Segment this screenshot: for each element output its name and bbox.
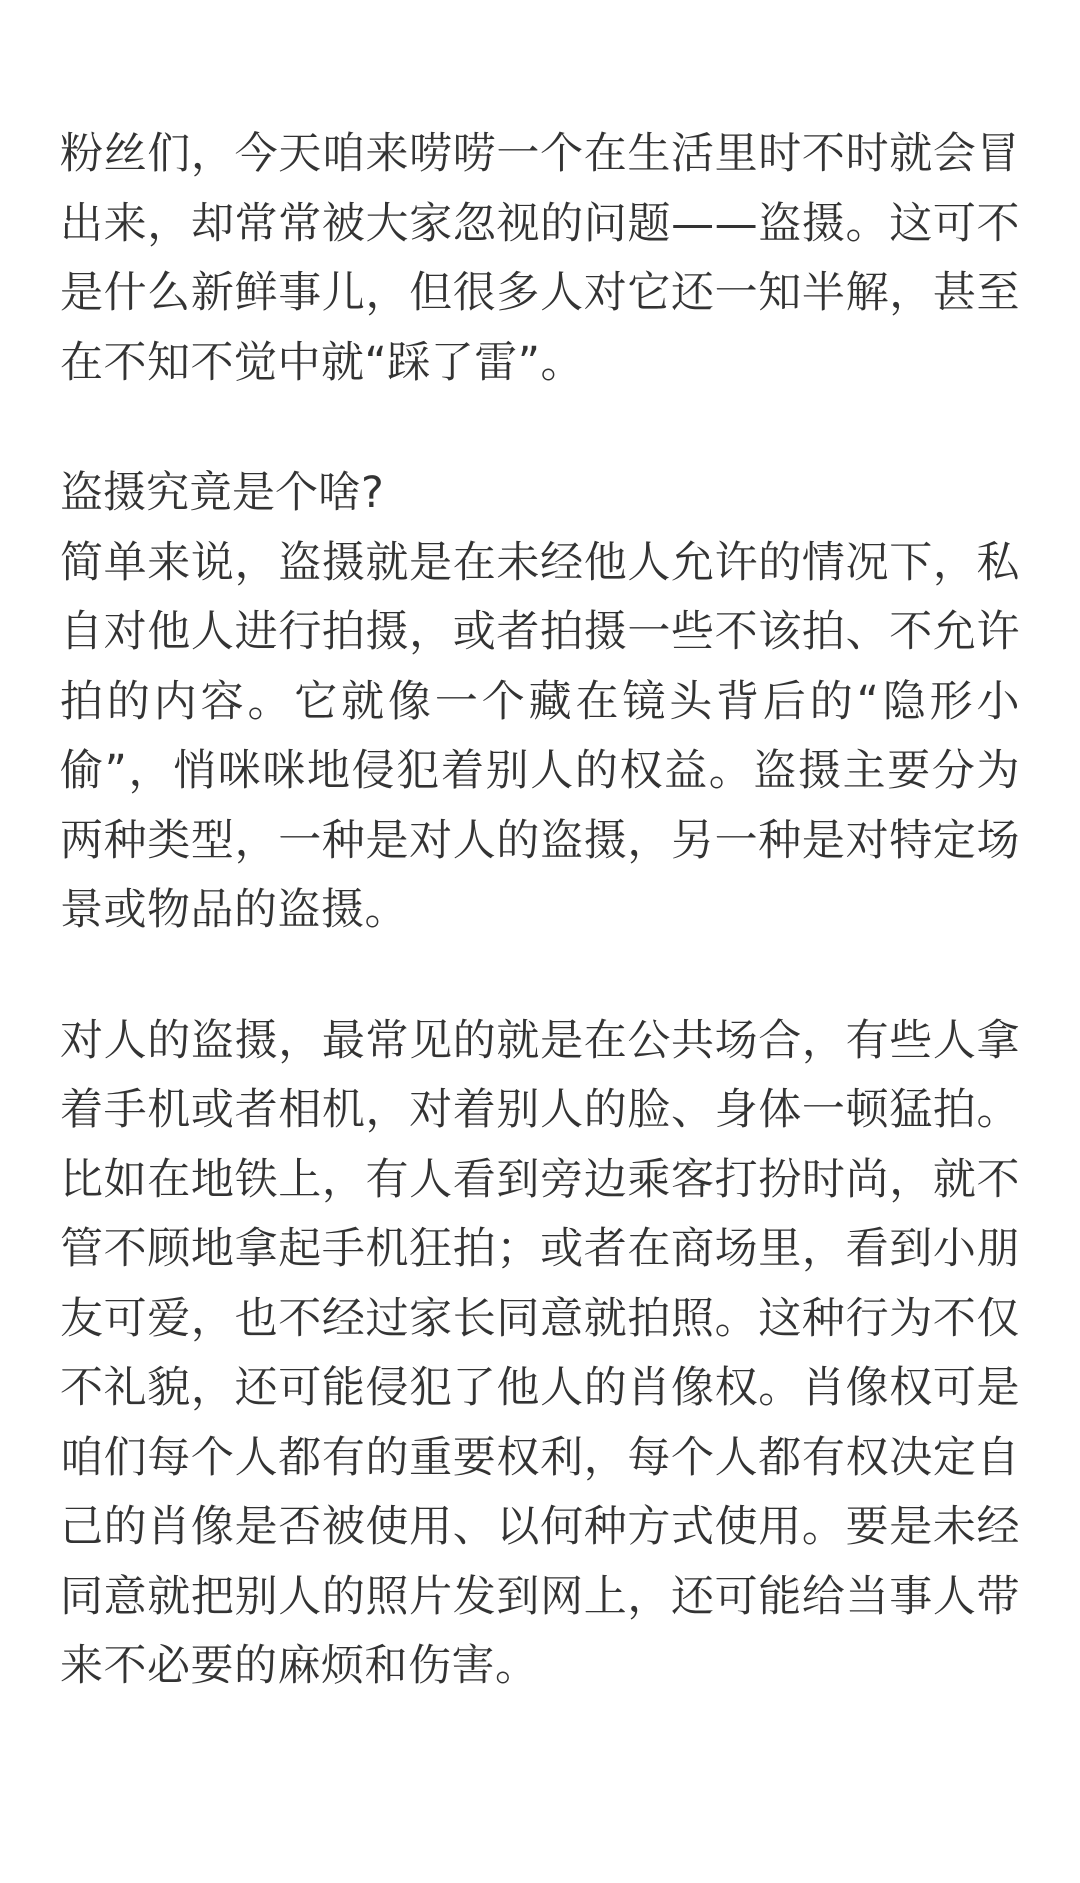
section-heading: 盗摄究竟是个啥? [60, 468, 384, 518]
definition-paragraph: 简单来说，盗摄就是在未经他人允许的情况下，私自对他人进行拍摄，或者拍摄一些不该拍、不允许拍的内容。它就像一个藏在镜头背后的“隐形小偷”，悄咪咪地侵犯着别人的权益。盗摄主要分为两种类型，一种是对人的盗摄，另一种是对特定场景或物品的盗摄。 [60, 537, 1020, 935]
example-paragraph: 对人的盗摄，最常见的就是在公共场合，有些人拿着手机或者相机，对着别人的脸、身体一顿猛拍。比如在地铁上，有人看到旁边乘客打扮时尚，就不管不顾地拿起手机狂拍；或者在商场里，看到小朋友可爱，也不经过家长同意就拍照。这种行为不仅不礼貌，还可能侵犯了他人的肖像权。肖像权可是咱们每个人都有的重要权利，每个人都有权决定自己的肖像是否被使用、以何种方式使用。要是未经同意就把别人的照片发到网上，还可能给当事人带来不必要的麻烦和伤害。 [60, 1015, 1020, 1691]
article-body [60, 120, 1020, 1702]
intro-paragraph: 粉丝们，今天咱来唠唠一个在生活里时不时就会冒出来，却常常被大家忽视的问题——盗摄。这可不是什么新鲜事儿，但很多人对它还一知半解，甚至在不知不觉中就“踩了雷”。 [60, 129, 1020, 388]
